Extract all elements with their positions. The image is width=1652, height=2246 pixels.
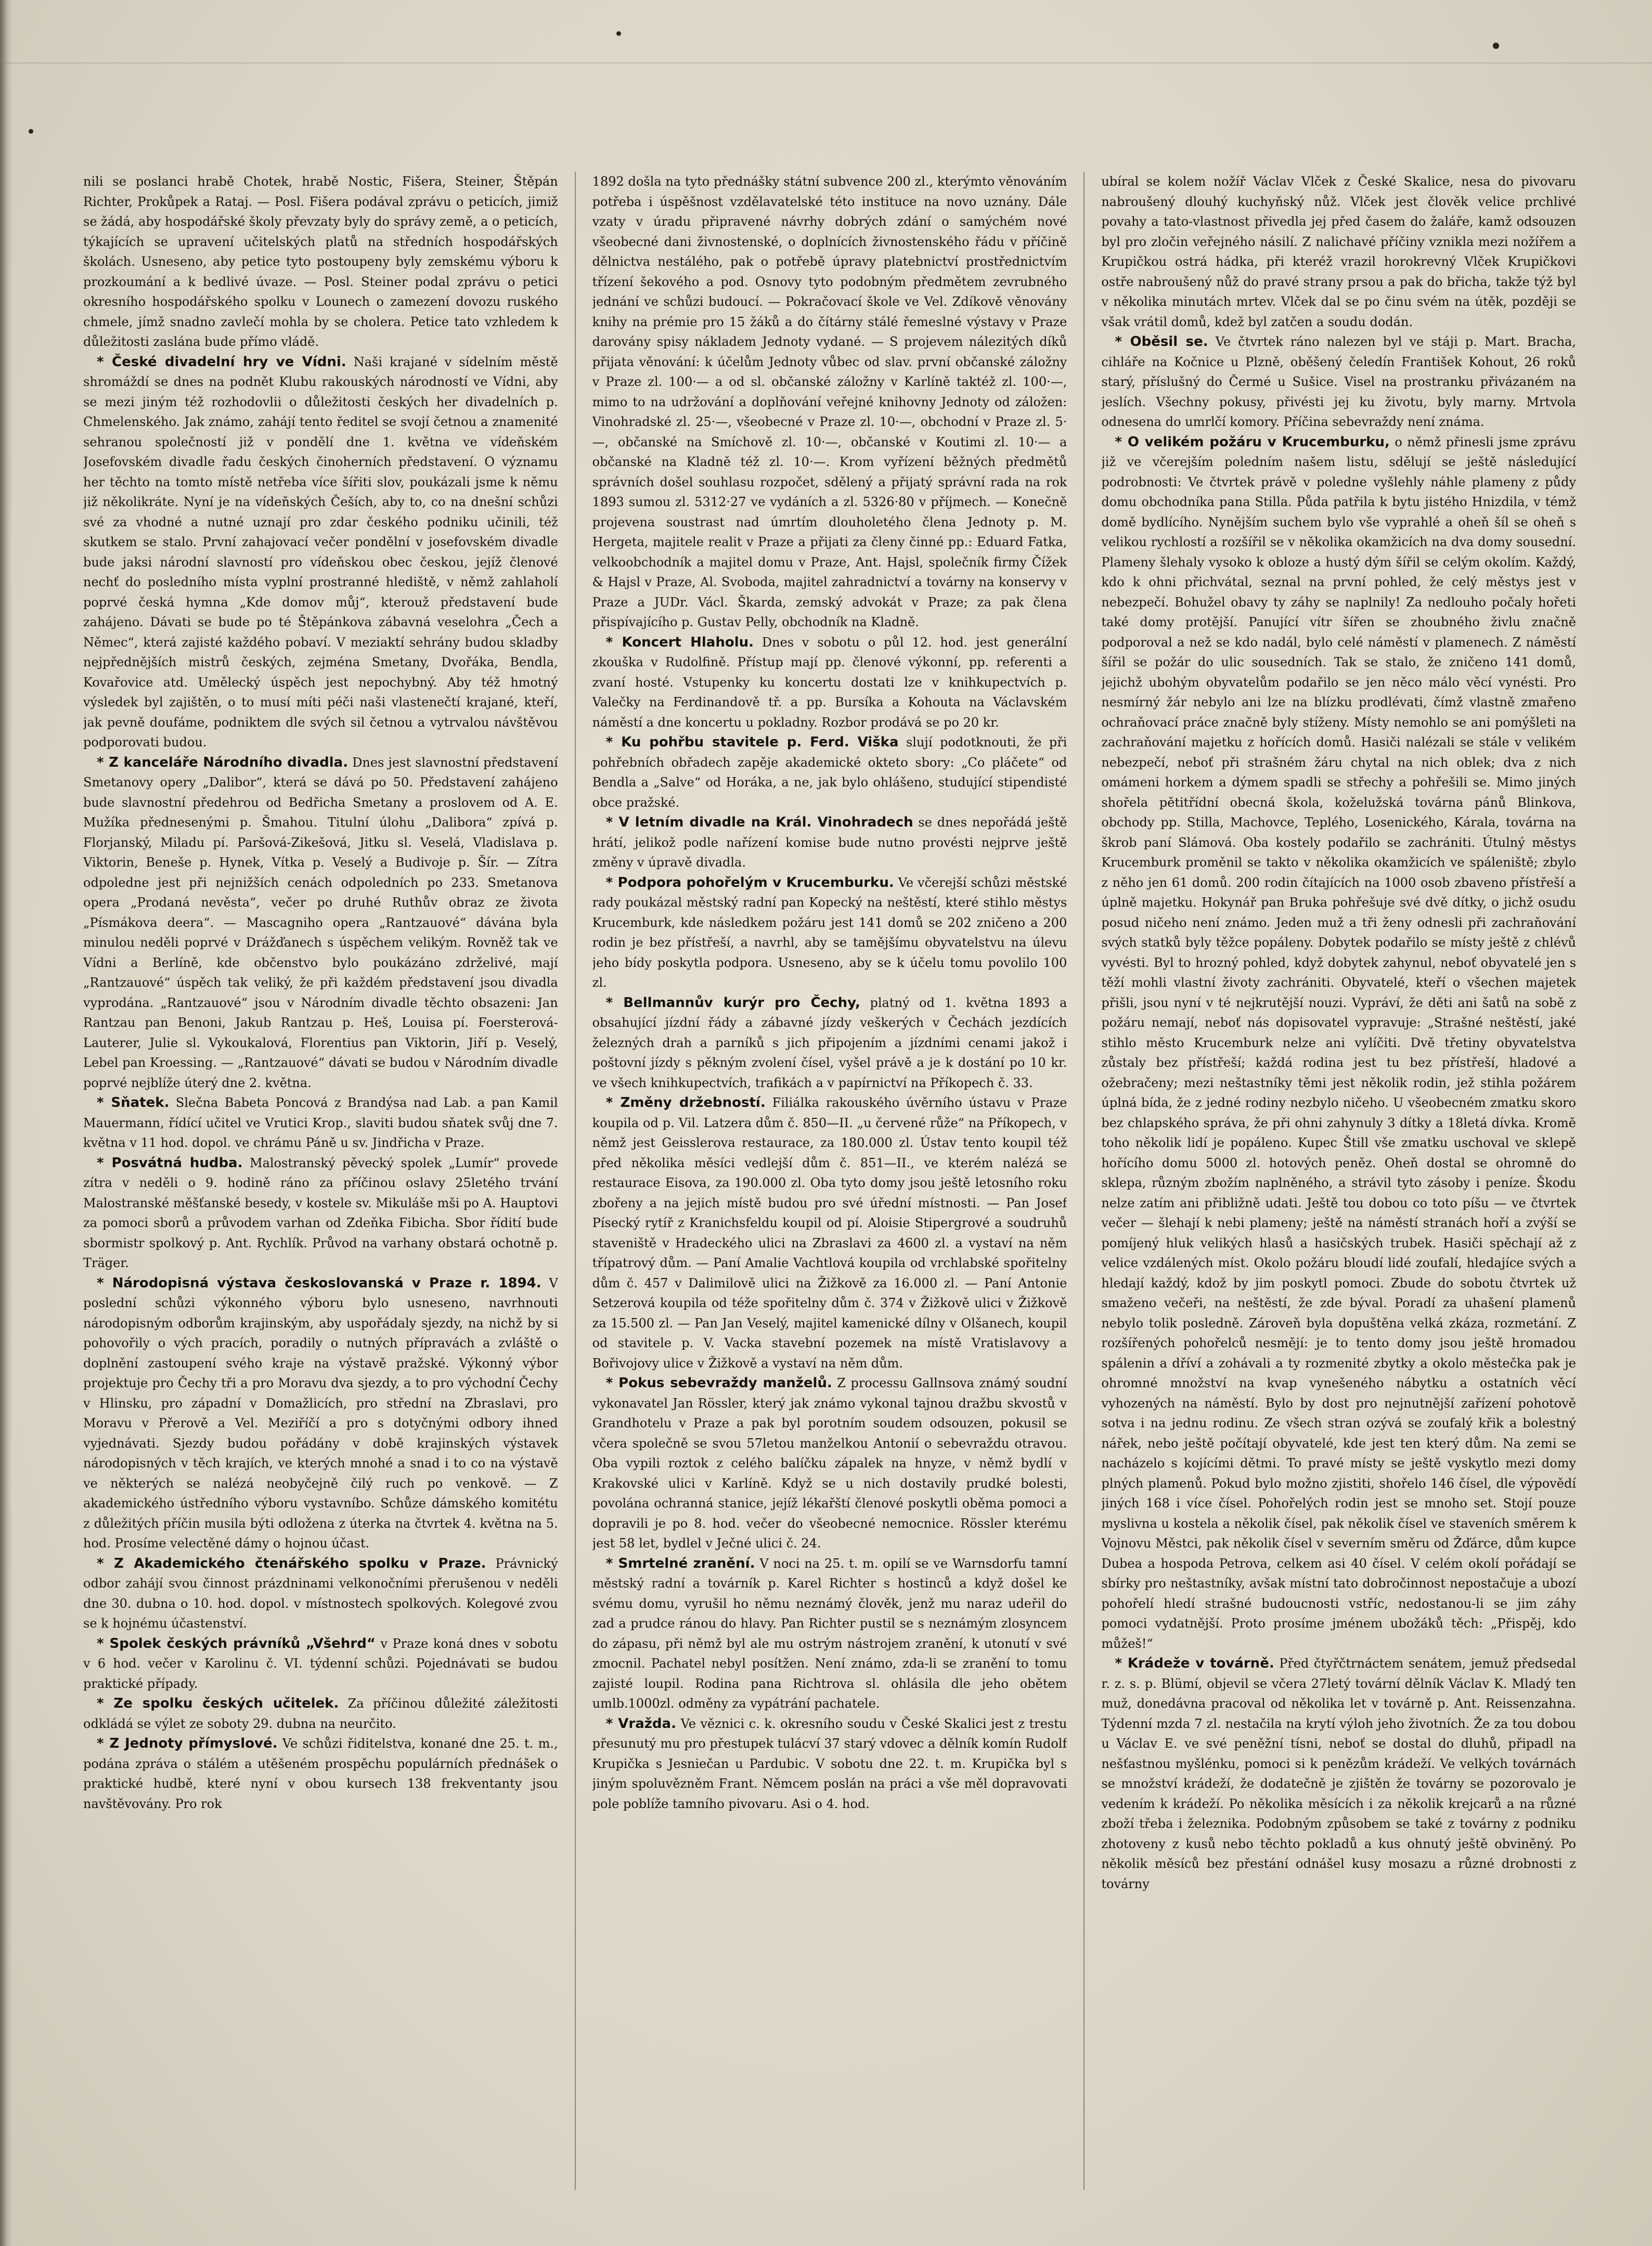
article-heading: * Smrtelné zranění. [605, 1555, 755, 1571]
article-text: o němž přinesli jsme zprávu již ve včerejším poledním našem listu, sdělují se ještě následující podrobnosti: Ve čtvrtek právě v poledne vyšlehly náhle plameny z půdy domu obchodníka pana Stilla. Půda patřila k bytu jistého Hnizdila, v témž domě bydlícího. Nynějším suchem bylo vše vyprahlé a oheň šíl se oheň s velikou rychlostí a rozšířil se v několika okamžicích na dva domy sousední. Plameny šlehaly vysoko k obloze a hustý dým šířil se celým okolím. Každý, kdo k ohni přichvátal, seznal na první pohled, že celý městys jest v nebezpečí. Bohužel obavy ty záhy se naplnily! Za nedlouho počaly hořeti také domy protější. Panující vítr šířen se zhoubného živlu značně podporoval a než se kdo nadál, bylo celé náměstí v plamenech. Z náměstí šířil se požár do ulic sousedních. Tak se stalo, že zničeno 141 domů, jejichž ubohým obyvatelům podařilo se jen něco málo věcí vynésti. Pro nesmírný žár nebylo ani lze na blízku prodlévati, čímž vlastně zmařeno ochraňovací práce značně byly stíženy. Místy nemohlo se ani pomýšleti na zachraňování majetku z hořících domů. Hasiči nalézali se stále v velikém nebezpečí, neboť při strašném žáru chytal na nich oblek; dva z nich omámeni horkem a dýmem spadli se střechy a pohřešili se. Mimo jiných shořela pětitřídní obecná škola, koželužská továrna pánů Blinkova, obchody pp. Stilla, Machovce, Teplého, Losenického, Kárala, továrna na škrob paní Slámová. Oba kostely podařilo se zachrániti. Útulný městys Krucemburk proměnil se takto v několika okamžicích ve spáleniště; zbylo z něho jen 61 domů. 200 rodin čítajících na 1000 osob zbaveno přístřeší a úplně majetku. Hokynář pan Bruka pohřešuje své dvě dítky, o jichž osudu posud ničeho není známo. Jeden muž a tři ženy odnesli při zachraňování svých statků byly těžce popáleny. Dobytek podařilo se místy ještě z chlévů vyvésti. Byl to hrozný pohled, když dobytek zahynul, neboť obyvatelé jen s těží mohli vlastní životy zachrániti. Obyvatelé, kteří o všechen majetek přišli, jsou nyní v té nejkrutější nouzi. Vypráví, že děti ani šatů na sobě z požáru nemají, neboť nás dopisovatel vypravuje: „Strašné neštěstí, jaké stihlo město Krucemburk nelze ani vylíčiti. Dvě třetiny obyvatelstva zůstaly bez přístřeší; každá rodina jest tu bez přístřeší, hladové a ožebračeny; mezi neštastníky těmi jest několik rodin, jež stihla požárem úplná bída, že z jedné rodiny nezbylo ničeho. U všeobecném zmatku skoro bez chlapského správa, že při ohni zahynuly 3 dítky a 18letá dívka. Kromě toho několik lidí je popáleno. Kupec Štill vše zmatku uschoval ve sklepě hořícího domu 5000 zl. hotových peněz. Oheň dostal se ohromně do sklepa, různým zbožím naplněného, a strávil tyto zásoby i peníze. Škodu nelze zatím ani přibližně udati. Ještě tou dobou co toto píšu — ve čtvrtek večer — šlehají k nebi plameny; ještě na náměstí stranách hoří a zvýší se pomíjený hluk velikých hlasů a hasičských trubek. Hasiči spěchají až z velice vzdálených míst. Okolo požáru bloudí lidé zoufalí, hledajíce svých a hledají každý, kdož by jim poskytl pomoci. Zbude do sobotu čtvrtek už smaženo večeři, na neštěstí, že zde býval. Poradí za uhašení plamenů nebylo tolik posledně. Zároveň byla dopuštěna velká zkáza, rozmetání. Z rozšířených pohořelců nesmějí: je to tento domy jsou ještě hromadou spálenin a dříví a zohávali a ty rozmenité zbytky a okolo městečka pak je ohromné množství na kvap vynešeného nábytku a ostatních věcí vyhozených na náměstí. Bylo by dost pro nejnutnější zařízení pohotově sotva i na jednu rodinu. Ze všech stran ozývá se zoufalý křik a bolestný nářek, nebo ještě počítají obyvatelé, kde jest ten který dům. Na zemi se nacházelo s kojícími dětmi. To pravé místy se ještě vyskytlo mezi domy plných plamenů. Pokud bylo možno zjistiti, shořelo 146 čísel, dle výpovědí jiných 168 i více čísel. Pohořelých rodin jest se mnoho set. Stojí pouze myslivna u kostela a několik čísel, pak několik čísel ve staveních směrem k Vojnovu Městci, pak několik čísel v severním směru od Žďárce, dům kupce Dubea a hospoda Petrova, celkem asi 40 čísel. V celém okolí pořádají se sbírky pro neštastníky, avšak místní tato dobročinnost nepostačuje a ubozí pohořelí hledí strašné budoucnosti vstříc, nedostanou-li se jim záhy pomoci vydatnější. Proto prosíme jménem ubožáků těch: „Přispěj, kdo můžeš!“ [1101, 434, 1577, 1651]
article-heading: * Vražda. [605, 1715, 676, 1732]
article-text: Filiálka rakouského úvěrního ústavu v Praze koupila od p. Vil. Latzera dům č. 850—II. „u červené růže“ na Příkopech, v němž jest Geisslerova restaurace, za 180.000 zl. Ústav tento koupil též před několika měsíci vedlejší dům č. 851—II., ve kterém nalézá se restaurace Eisova, za 190.000 zl. Oba tyto domy jsou ještě letosního roku zbořeny a na jejich místě budou pro své úřední místnosti. — Pan Josef Písecký rytíř z Kranichsfeldu koupil od pí. Aloisie Stipergrové a soudruhů staveniště v Hradeckého ulici na Zbraslavi za 4600 zl. a vystaví na něm třípatrový dům. — Paní Amalie Vachtlová koupila od vrchlabské spořitelny dům č. 457 v Dalimilově ulici na Žižkově za 16.000 zl. — Paní Antonie Setzerová koupila od téže spořitelny dům č. 374 v Žižkově ulici v Žižkově za 15.500 zl. — Pan Jan Veselý, majitel kamenické dílny v Olšanech, koupil od stavitele p. V. Vacka stavební pozemek na místě Vratislavovy a Bořivojovy ulice v Žižkově a vystaví na něm dům. [592, 1095, 1067, 1371]
article-text: V poslední schůzi výkonného výboru bylo usneseno, navrhnouti národopisným odborům krajinským, aby uspořádaly sjezdy, na nichž by si pohovořily o vých pracích, poradily o nutných přípravách a zvláště o doplnění zastoupení svého kraje na výstavě pražské. Výkonný výbor projektuje pro Čechy tři a pro Moravu dva sjezdy, a to pro východní Čechy v Hlinsku, pro západní v Domažlicích, pro střední na Zbraslavi, pro Moravu v Přerově a Vel. Meziříčí a pro s dotyčnými odbory ihned vyjednávati. Sjezdy budou pořádány v době krajinských výstavek národopisných v těch krajích, ve kterých mnohé a snad i to co na výstavě ve některých se nalézá neobyčejně čilý ruch po venkově. — Z akademického ústředního výboru vystavníbo. Schůze dámského komitétu z důležitých příčin musila býti odložena z úterka na čtvrtek 4. května na 5. hod. Prosíme velectěné dámy o hojnou účast. [83, 1275, 558, 1551]
column-1 [83, 172, 558, 2190]
article-heading: * Z kanceláře Národního divadla. [97, 754, 349, 770]
article-heading: * Oběsil se. [1115, 334, 1208, 350]
article-paragraph [592, 873, 1067, 993]
article-paragraph [83, 1694, 558, 1734]
article-paragraph [83, 1734, 558, 1814]
article-paragraph [592, 172, 1067, 633]
article-text: Ve schůzi řiditelstva, konané dne 25. t. m., podána zpráva o stálém a utěšeném prospěchu populárních přednášek o praktické hudbě, které nyní v obou kursech 138 frekventanty jsou navštěvovány. Pro rok [83, 1736, 558, 1811]
article-text: 1892 došla na tyto přednášky státní subvence 200 zl., kterýmto věnováním potřeba i úspěšnost vzdělavatelské této instituce na novo uznány. Dále vzaty v úradu připravené návrhy dobrých zdání o samýchém nové všeobecné dani živnostenské, o doplnících živnostenského řádu v příčině dělnictva nestálého, pak o potřebě úpravy platebnictví prostřednictvím třízení šekového a pod. Osnovy tyto podobným předmětem zevrubného jednání ve schůzi budoucí. — Pokračovací škole ve Vel. Zdíkově věnovány knihy na prémie pro 15 žáků a do čítárny stálé řemeslné výstavy v Praze darovány spisy nákladem Jednoty vydané. — S projevem nálezitých díků přijata věnování: k účelům Jednoty vůbec od slav. první občanské záložny v Praze zl. 100·— a od sl. občanské záložny v Karlíně taktéž zl. 100·—, mimo to na udržování a doplňování veřejné knihovny Jednoty od záložen: Vinohradské zl. 25·—, všeobecné v Praze zl. 10·—, obchodní v Praze zl. 5·—, občanské na Smíchově zl. 10·—, občanské v Koutimi zl. 10·— a občanské na Kladně též zl. 10·—. Krom vyřízení běžných předmětů správních došel souhlasu rozpočet, sdělený a přijatý správní rada na rok 1893 sumou zl. 5312·27 ve vydáních a zl. 5326·80 v příjmech. — Konečně projevena soustrast nad úmrtím dlouholetého člena Jednoty p. M. Hergeta, majitele realit v Praze a přijati za členy činné pp.: Eduard Fatka, velkoobchodník a majitel domu v Praze, Ant. Hajsl, společník firmy Čížek & Hajsl v Praze, Al. Svoboda, majitel zahradnictví a továrny na konservy v Praze a JUDr. Václ. Škarda, zemský advokát v Praze; za pak člena přispívajícího p. Gustav Pelly, obchodník na Kladně. [592, 174, 1067, 629]
article-paragraph [592, 1373, 1067, 1554]
article-text: nili se poslanci hrabě Chotek, hrabě Nostic, Fišera, Steiner, Štěpán Richter, Prokůpek a Rataj. — Posl. Fišera podával zprávu o peticích, jimiž se žádá, aby hospodářské školy převzaty byly do správy země, a o peticích, týkajících se upravení učitelských platů na středních hospodářských školách. Usneseno, aby petice tyto postoupeny byly zemskému výboru k prozkoumání a k bedlivé úvaze. — Posl. Steiner podal zprávu o petici okresního hospodářského spolku v Lounech o zamezení dovozu ruského chmele, jímž snadno zavlečí mohla by se cholera. Petice tato vzhledem k důležitosti zaslána bude přímo vládě. [83, 174, 558, 349]
article-paragraph [1101, 172, 1576, 332]
article-paragraph [592, 1093, 1067, 1373]
article-text: Slečna Babeta Poncová z Brandýsa nad Lab. a pan Kamil Mauermann, řídící učitel ve Vrutici Krop., slaviti budou sňatek svůj dne 7. května v 11 hod. dopol. ve chrámu Páně u sv. Jindřicha v Praze. [83, 1095, 558, 1150]
article-text: Naši krajané v sídelním městě shromáždí se dnes na podnět Klubu rakouských národností ve Vídni, aby se mezi jiným též rozhodovlii o důležitosti českých her divadelních p. Chmelenského. Jak známo, zahájí tento ředitel se svojí četnou a znamenité sehranou společností již v pondělí dne 1. května ve vídeňském Josefovském divadle řadu českých činoherních představení. O významu her těchto na tomto místě netřeba více šířiti slov, poukázali jsme k němu již několikráte. Nyní je na vídeňských Češích, aby to, co na dnešní schůzi své za vhodné a nutné uznají pro zdar českého podniku učinili, též skutkem se stalo. První zahajovací večer pondělní v josefovském divadle bude jaksi národní slavností pro vídeňskou obec českou, jejíž členové nechť do posledního místa vyplní prostranné hlediště, v němž zahlaholí poprvé česká hymna „Kde domov můj“, kterouž představení bude zahájeno. Dávati se bude po té Štěpánkova zábavná veselohra „Čech a Němec“, která zajisté každého pobaví. V meziaktí sehrány budou skladby nejpřednějších mistrů českých, zejména Smetany, Dvořáka, Bendla, Kovařovice atd. Umělecký úspěch jest nepochybný. Aby též hmotný výsledek byl zajištěn, o to musí míti péči naši vlastenečtí krajané, kteří, jak pevně doufáme, podniktem dle svých sil četnou a vytrvalou návštěvou podporovati budou. [83, 354, 558, 750]
article-heading: * Spolek českých právníků „Všehrd“ [97, 1635, 376, 1651]
article-text: Ve věznici c. k. okresního soudu v České Skalici jest z trestu přesunutý mu pro přestupek tulácví 37 starý vdovec a dělník komín Rudolf Krupička s Jesniečan u Pardubic. V sobotu dne 22. t. m. Krupička byl s jiným spoluvězněm Frant. Němcem poslán na práci a vše měl dopravovati pole poblíže tamního pivovaru. Asi o 4. hod. [592, 1716, 1067, 1811]
article-heading: * Ze spolku českých učitelek. [97, 1696, 339, 1711]
article-text: V noci na 25. t. m. opilí se ve Warnsdorfu tamní městský radní a továrník p. Karel Richter s hostinců a když došel ke svému domu, vyrušil ho němu neznámý člověk, jenž mu naraz udeřil do zad a prudce ránou do hlavy. Pan Richter pustil se s neznámým zlosyncem do zápasu, při němž byl ale mu ostrým nástrojem zranění, k utonutí v své zmocnil. Pachatel nebyl posítžen. Není známo, zda-li se zranění to tomu zajisté loupil. Rodina pana Richtrova sl. ohlásila dle jeho obětem umlb.1000zl. odměny za vypátrání pachatele. [592, 1556, 1067, 1711]
ink-speck [29, 129, 33, 134]
article-heading: * O velikém požáru v Krucemburku, [1115, 434, 1390, 450]
article-text: Z processu Gallnsova známý soudní vykonavatel Jan Rössler, který jak známo vykonal tajnou dražbu skvostů v Grandhotelu v Praze a pak byl porotním soudem odsouzen, pokusil se včera společně se svou 57letou manželkou Antonií o sebevraždu otravou. Oba vypili roztok z celého balíčku zápalek na hnyze, v němž bydlí v Krakovské ulici v Karlíně. Když se u nich dostavily prudké bolesti, povolána ochranná stanice, jejíž lékařští členové poskytli oběma pomoci a dopravili je po 8. hod. večer do všeobecné nemocnice. Rössler kterému jest 58 let, bydlel v Ječné ulici č. 24. [592, 1376, 1067, 1551]
article-heading: * Posvátná hudba. [97, 1155, 243, 1171]
article-text: ubíral se kolem nožíř Václav Vlček z České Skalice, nesa do pivovaru nabroušený dlouhý kuchyňský nůž. Vlček jest člověk velice prchlivé povahy a tato-vlastnost přivedla jej před časem do žaláře, kamž odsouzen byl pro zločin veřejného násilí. Z nalichavé příčiny vznikla mezi nožířem a Krupičkou ostrá hádka, při kteréž vrazil horokrevný Vlček Krupičkovi ostře nabroušený nůž do pravé strany prsou a pak do břicha, takže týž byl v několika minutách mrtev. Vlček dal se po činu svém na útěk, později se však vrátil domů, kdež byl zatčen a soudu dodán. [1101, 174, 1577, 329]
article-text: Právnický odbor zahájí svou činnost prázdninami velkonočními přerušenou v neděli dne 30. dubna o 10. hod. dopol. v místnostech spolkových. Kolegové zvou se k hojnému účastenství. [83, 1556, 558, 1631]
article-heading: * Změny držebností. [605, 1095, 766, 1111]
ink-speck [1493, 43, 1499, 49]
article-heading: * Z Jednoty přímyslové. [97, 1736, 278, 1751]
article-paragraph [83, 1093, 558, 1153]
article-paragraph [1101, 432, 1576, 1654]
article-text: Malostranský pěvecký spolek „Lumír“ provede zítra v neděli o 9. hodině ráno za příčinou oslavy 25letého trvání Malostranské měšťanské besedy, v kostele sv. Mikuláše mši po A. Hauptovi za pomoci sborů a průvodem varhan od Zdeňka Fibicha. Sbor řídití bude sbormistr spolkový p. Ant. Rychlík. Průvod na varhany obstará ochotně p. Träger. [83, 1155, 558, 1270]
article-heading: * Sňatek. [97, 1095, 170, 1111]
ink-speck [616, 31, 621, 36]
article-heading: * Krádeže v továrně. [1115, 1656, 1274, 1671]
article-paragraph [592, 993, 1067, 1093]
scan-edge-shadow [0, 0, 12, 2246]
article-heading: * Pokus sebevraždy manželů. [605, 1375, 832, 1391]
article-text: v Praze koná dnes v sobotu v 6 hod. večer v Karolinu č. VI. týdenní schůzi. Pojednávati se budou praktické případy. [83, 1636, 558, 1691]
column-2 [592, 172, 1067, 2190]
article-heading: * Bellmannův kurýr pro Čechy, [605, 995, 860, 1011]
article-paragraph [1101, 1654, 1576, 1894]
article-text: slují podotknouti, že při pohřebních obřadech zapěje akademické okteto sbory: „Co pláčete“ od Bendla a „Salve“ od Horáka, a ne, jak bylo ohlášeno, studující stipendisté obce pražské. [592, 735, 1067, 810]
article-heading: * Ku pohřbu stavitele p. Ferd. Viška [605, 734, 899, 750]
article-text: se dnes nepořádá ještě hrátí, jelikož podle nařízení komise bude nutno provésti nejprve ještě změny v úpravě divadla. [592, 815, 1067, 870]
column-rule [1083, 172, 1085, 2190]
article-paragraph [592, 1554, 1067, 1714]
article-paragraph [1101, 332, 1576, 432]
article-paragraph [592, 732, 1067, 812]
column-rule [575, 172, 576, 2190]
article-text: Dnes jest slavnostní představení Smetanovy opery „Dalibor“, která se dává po 50. Představení zahájeno bude slavnostní předehrou od Bedřicha Smetany a proslovem od A. E. Mužíka přednesenými p. Šmahou. Titulní úlohu „Dalibora“ zpívá p. Florjanský, Miladu pí. Paršová-Zikešová, Jitku sl. Veselá, Vladislava p. Viktorin, Beneše p. Hynek, Vítka p. Veselý a Budivoje p. Šír. — Zítra odpoledne jest při nejnižších cenách odpoledních po 233. Smetanova opera „Prodaná nevěsta“, večer po druhé Ruthův obraz ze života „Písmákova deera“. — Mascagniho opera „Rantzauové“ dávána byla minulou neděli poprvé v Drážďanech s úspěchem velikým. Rovněž tak ve Vídni a Berlíně, kde občenstvo bylo poukázáno zdrželivé, mají „Rantzauové“ úspěch tak veliký, že při každém představení jsou divadla vyprodána. „Rantzauové“ jsou v Národním divadle těchto obsazeni: Jan Rantzau pan Benoni, Jakub Rantzau p. Heš, Louisa pí. Foersterová-Lauterer, Julie sl. Vykoukalová, Florentius pan Viktorin, Jiří p. Veselý, Lebel pan Kroessing. — „Rantzauové“ dávati se budou v Národním divadle poprvé nejblíže úterý dne 2. května. [83, 755, 558, 1090]
article-paragraph [83, 352, 558, 753]
article-paragraph [83, 753, 558, 1093]
article-paragraph [592, 1714, 1067, 1814]
article-paragraph [83, 1153, 558, 1273]
article-paragraph [592, 633, 1067, 733]
article-text: platný od 1. května 1893 a obsahující jízdní řády a zábavné jízdy veškerých v Čechách jezdících železných drah a parníků s jich připojením a jízdními cenami jakož i poštovní jízdy s pěkným zvolení čísel, vyšel právě a je k dostání po 10 kr. ve všech knihkupectvích, trafikách a v papírnictví na Příkopech č. 33. [592, 995, 1067, 1090]
article-heading: * Koncert Hlaholu. [605, 634, 754, 650]
column-3 [1101, 172, 1576, 2190]
article-paragraph [592, 812, 1067, 873]
article-paragraph [83, 1273, 558, 1554]
article-text: Ve včerejší schůzi městské rady poukázal městský radní pan Kopecký na neštěstí, které stihlo městys Krucemburk, kde následkem požáru jest 141 domů se 202 zničeno a 200 rodin je bez přístřeší, a navrhl, aby se tamějšímu obyvatelstvu na úlevu jeho bídy poskytla podpora. Usneseno, aby se k účelu tomu povolilo 100 zl. [592, 875, 1067, 990]
article-heading: * Z Akademického čtenářského spolku v Praze. [97, 1555, 486, 1571]
article-paragraph [83, 172, 558, 352]
article-paragraph [83, 1634, 558, 1694]
article-text: Ve čtvrtek ráno nalezen byl ve stáji p. Mart. Bracha, cihláře na Kočnice u Plzně, oběšený čeledín František Kohout, 26 roků starý, příslušný do Čermé u Sušice. Visel na prostranku přivázaném na jeslích. Všechny pokusy, přivésti jej ku životu, byly marny. Mrtvola odnesena do umrlčí komory. Příčina sebevraždy není známa. [1101, 334, 1577, 429]
page-fold-line [0, 62, 1652, 63]
article-heading: * V letním divadle na Král. Vinohradech [605, 815, 913, 830]
article-heading: * Podpora pohořelým v Krucemburku. [605, 874, 894, 890]
article-columns [83, 172, 1576, 2190]
article-text: Před čtyřčtrnáctem senátem, jemuž předsedal r. z. s. p. Blümí, objevil se včera 27letý tovární dělník Václav K. Mladý ten muž, donedávna pracoval od několika let v továrně p. Ant. Reissenzahna. Týdenní mzda 7 zl. nestačila na krytí výloh jeho životních. Že za tou dobou u Václav E. ve své peněžní tísni, neboť se dostal do dluhů, připadl na nešťastnou myšlénku, pomoci si k penězům krádeží. Ve velkých továrnách se množství krádeží, že dodatečně je zjištěn že továrny se pozorovalo je vedením k krádeží. Po několika měsících i za několik krejcarů a na různé zboží třeba i železnika. Podobným způsobem se také z továrny z podniku zhotoveny z kusů nebo těchto pokladů a kus ohnutý ještě obviněný. Po několik měsíců bez přestání odnášel kusy mosazu a různé drobnosti z továrny [1101, 1656, 1577, 1891]
article-heading: * Národopisná výstava českoslovanská v Praze r. 1894. [97, 1275, 541, 1291]
article-text: Za příčinou důležité záležitosti odkládá se výlet ze soboty 29. dubna na neurčito. [83, 1696, 558, 1731]
article-paragraph [83, 1554, 558, 1634]
article-heading: * České divadelní hry ve Vídni. [97, 354, 346, 370]
page-number [884, 2205, 905, 2226]
article-text: Dnes v sobotu o půl 12. hod. jest generální zkouška v Rudolfině. Přístup mají pp. členové výkonní, pp. referenti a zvaní hosté. Vstupenky ku koncertu dostati lze v knihkupectvích p. Valečky na Ferdinandově tř. a pp. Bursíka a Kohouta na Václavském náměstí a dne koncertu u pokladny. Rozbor prodává se po 20 kr. [592, 635, 1067, 730]
